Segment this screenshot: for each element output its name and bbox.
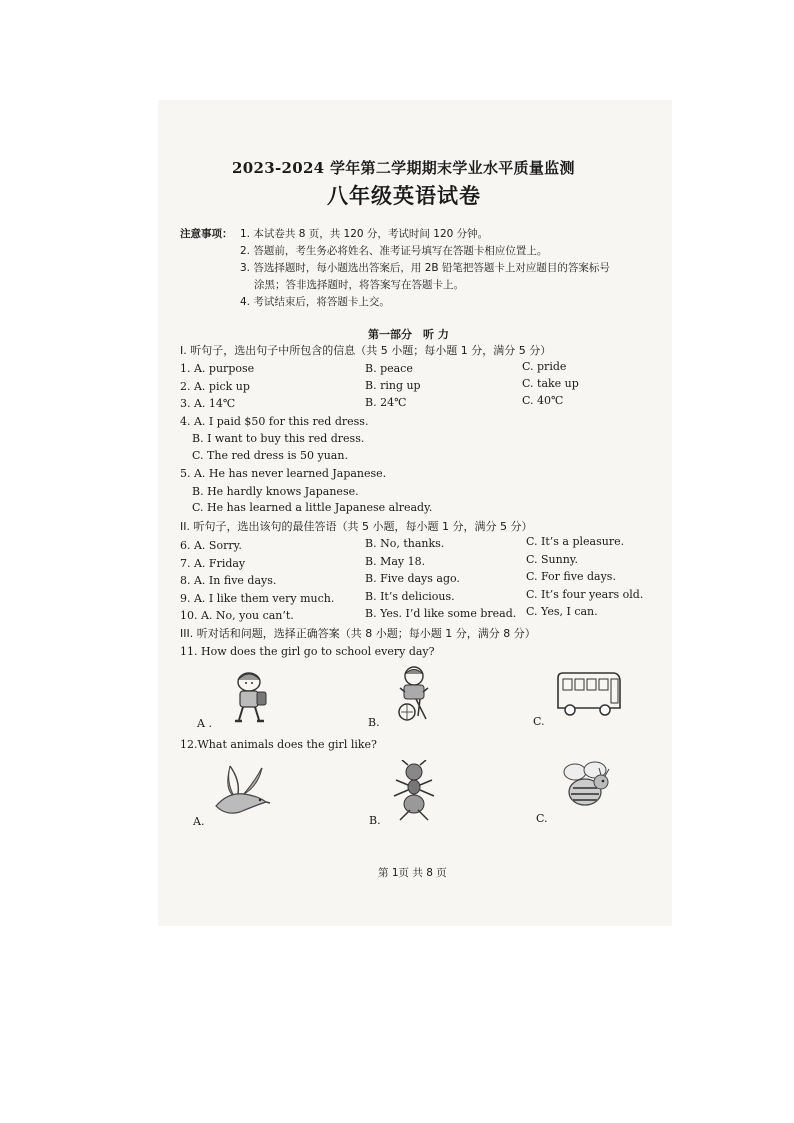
q4-option-c: C. The red dress is 50 yuan. — [192, 449, 348, 462]
section1-heading: I. 听句子，选出句子中所包含的信息（共 5 小题；每小题 1 分，满分 5 分） — [180, 344, 552, 357]
notes-item-3: 3. 答选择题时，每小题选出答案后，用 2B 铅笔把答题卡上对应题目的答案标号 — [240, 262, 610, 274]
bus-icon — [555, 670, 623, 718]
q6-option-a: 6. A. Sorry. — [180, 539, 242, 552]
notes-item-1: 1. 本试卷共 8 页，共 120 分，考试时间 120 分钟。 — [240, 228, 489, 240]
q5-option-b: B. He hardly knows Japanese. — [192, 485, 359, 498]
section3-heading: III. 听对话和问题，选择正确答案（共 8 小题；每小题 1 分，满分 8 分） — [180, 627, 536, 640]
ant-icon — [388, 760, 440, 822]
q11-question: 11. How does the girl go to school every day? — [180, 645, 435, 658]
notes-item-2: 2. 答题前，考生务必将姓名、准考证号填写在答题卡相应位置上。 — [240, 245, 548, 257]
notes-item-3-cont: 涂黑；答非选择题时，将答案写在答题卡上。 — [254, 279, 464, 291]
q11-label-c: C. — [533, 715, 545, 728]
q1-option-b: B. peace — [365, 362, 413, 375]
exam-title-line1: 2023-2024 学年第二学期期末学业水平质量监测 — [232, 159, 575, 177]
q10-option-a: 10. A. No, you can’t. — [180, 609, 294, 622]
q3-option-a: 3. A. 14℃ — [180, 397, 236, 410]
part1-heading: 第一部分 听 力 — [368, 328, 449, 341]
notes-item-4: 4. 考试结束后，将答题卡上交。 — [240, 296, 390, 308]
section2-heading: II. 听句子，选出该句的最佳答语（共 5 小题，每小题 1 分，满分 5 分） — [180, 520, 533, 533]
q7-option-b: B. May 18. — [365, 555, 426, 568]
cyclist-icon — [390, 664, 438, 726]
q10-option-c: C. Yes, I can. — [526, 605, 598, 618]
q6-option-c: C. It’s a pleasure. — [526, 535, 625, 548]
q5-option-c: C. He has learned a little Japanese already. — [192, 501, 433, 514]
q2-option-b: B. ring up — [365, 379, 421, 392]
bee-icon — [555, 760, 617, 812]
q9-option-b: B. It’s delicious. — [365, 590, 455, 603]
q9-option-a: 9. A. I like them very much. — [180, 592, 335, 605]
notes-label: 注意事项： — [180, 228, 233, 240]
q7-option-a: 7. A. Friday — [180, 557, 246, 570]
exam-title-line2: 八年级英语试卷 — [327, 183, 481, 208]
q5-option-a: 5. A. He has never learned Japanese. — [180, 467, 387, 480]
q11-label-b: B. — [368, 716, 380, 729]
q8-option-a: 8. A. In five days. — [180, 574, 277, 587]
walking-student-icon — [225, 668, 275, 728]
q12-label-a: A. — [193, 815, 205, 828]
dove-icon — [210, 760, 272, 824]
q3-option-b: B. 24℃ — [365, 396, 407, 409]
q4-option-b: B. I want to buy this red dress. — [192, 432, 365, 445]
q6-option-b: B. No, thanks. — [365, 537, 445, 550]
q7-option-c: C. Sunny. — [526, 553, 579, 566]
q2-option-a: 2. A. pick up — [180, 380, 250, 393]
q12-question: 12.What animals does the girl like? — [180, 738, 377, 751]
q12-label-c: C. — [536, 812, 548, 825]
q11-label-a: A . — [197, 717, 212, 730]
q10-option-b: B. Yes. I’d like some bread. — [365, 607, 517, 620]
q4-option-a: 4. A. I paid $50 for this red dress. — [180, 415, 369, 428]
q8-option-b: B. Five days ago. — [365, 572, 460, 585]
q8-option-c: C. For five days. — [526, 570, 616, 583]
q1-option-a: 1. A. purpose — [180, 362, 255, 375]
q2-option-c: C. take up — [522, 377, 579, 390]
q3-option-c: C. 40℃ — [522, 394, 564, 407]
q12-label-b: B. — [369, 814, 381, 827]
page-number: 第 1页 共 8 页 — [378, 867, 447, 879]
q9-option-c: C. It’s four years old. — [526, 588, 644, 601]
q1-option-c: C. pride — [522, 360, 567, 373]
